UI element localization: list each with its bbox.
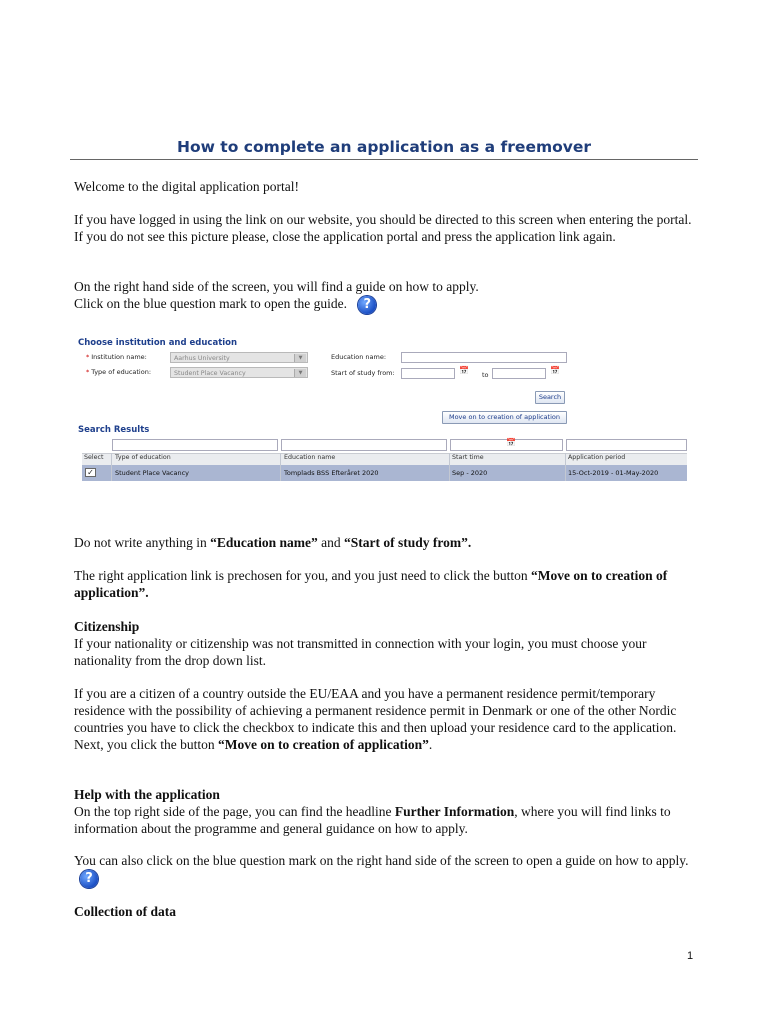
help-heading: Help with the application (74, 787, 220, 802)
row-start: Sep - 2020 (452, 469, 488, 477)
institution-label: * Institution name: (86, 353, 147, 361)
calendar-icon[interactable]: 📅 (550, 366, 560, 375)
start-study-label: Start of study from: (331, 369, 395, 377)
start-to-input[interactable] (492, 368, 546, 379)
page-number: 1 (687, 950, 694, 962)
education-type-label: * Type of education: (86, 368, 152, 376)
col-start: Start time (452, 454, 484, 461)
instruction-paragraph (74, 534, 699, 551)
guide-paragraph (74, 278, 699, 314)
p8-text-post: , where you will find links to information about the programme and general guidance on how to apply. (74, 804, 671, 836)
search-results-heading: Search Results (78, 425, 150, 435)
p5-text: The right application link is prechosen for you, and you just need to click the button (74, 568, 532, 583)
choose-heading: Choose institution and education (78, 338, 238, 348)
to-label: to (482, 371, 489, 379)
p4-bold-start: “Start of study from”. (344, 535, 472, 550)
col-type: Type of education (115, 454, 171, 461)
education-type-select[interactable] (170, 367, 308, 378)
prechosen-paragraph (74, 567, 699, 601)
education-type-value: Student Place Vacancy (174, 370, 246, 377)
column-divider (280, 453, 281, 481)
row-name: Tomplads BSS Efteråret 2020 (284, 469, 379, 477)
p4-bold-education: “Education name” (210, 535, 318, 550)
row-checkbox[interactable]: ✓ (85, 468, 96, 477)
col-select: Select (84, 454, 104, 461)
p8-bold: Further Information (394, 804, 515, 819)
start-from-input[interactable] (401, 368, 455, 379)
p4-text: Do not write anything in (74, 535, 211, 550)
help-section (74, 786, 699, 837)
row-period: 15-Oct-2019 - 01-May-2020 (568, 469, 659, 477)
education-name-label: Education name: (331, 353, 387, 361)
calendar-icon[interactable]: 📅 (459, 366, 469, 375)
institution-value: Aarhus University (174, 355, 230, 362)
help-paragraph (74, 803, 699, 837)
page-title: How to complete an application as a freemover (70, 138, 698, 160)
citizenship-heading: Citizenship (74, 619, 140, 634)
welcome-paragraph: Welcome to the digital application portal! (74, 179, 299, 194)
education-name-input[interactable] (401, 352, 567, 363)
p9-text: You can also click on the blue question mark on the right hand side of the screen to open a guide on how to apply. (74, 853, 689, 868)
login-paragraph: If you have logged in using the link on our website, you should be directed to this screen when entering the portal. If you do not see this picture please, close the application portal and press the application link again. (74, 212, 692, 244)
next-post: . (428, 737, 433, 752)
guide-line-2-text: Click on the blue question mark to open the guide. (74, 296, 347, 311)
citizenship-paragraph: If your nationality or citizenship was not transmitted in connection with your login, you must choose your nationality from the drop down list. (74, 636, 647, 668)
next-text: Next, you click the button (74, 737, 218, 752)
calendar-icon[interactable]: 📅 (506, 438, 516, 447)
portal-screenshot (76, 338, 688, 488)
education-type-label-text: Type of education: (91, 368, 152, 376)
help-question-icon[interactable]: ? (80, 870, 98, 888)
guide-line-1: On the right hand side of the screen, you will find a guide on how to apply. (74, 279, 479, 294)
row-type: Student Place Vacancy (115, 469, 190, 477)
filter-type-input[interactable] (112, 439, 278, 451)
col-period: Application period (568, 454, 626, 461)
next-bold: “Move on to creation of application” (217, 737, 429, 752)
move-on-button[interactable]: Move on to creation of application (442, 411, 567, 424)
filter-period-input[interactable] (566, 439, 687, 451)
p8-text: On the top right side of the page, you can find the headline (74, 804, 395, 819)
residence-text: If you are a citizen of a country outside the EU/EAA and you have a permanent residence permit/temporary residence with the possibility of achieving a permanent residence permit in Denmark or one of the other Nordic countries you have to click the checkbox to indicate this and then upload your residence card to the application. (74, 686, 677, 735)
collection-heading: Collection of data (74, 904, 176, 919)
chevron-down-icon: ▼ (294, 354, 306, 362)
collection-section (74, 903, 699, 920)
institution-label-text: Institution name: (91, 353, 147, 361)
next-line (74, 736, 699, 753)
column-divider (111, 453, 112, 481)
citizenship-section (74, 618, 699, 669)
help-question-icon[interactable]: ? (358, 296, 376, 314)
column-divider (449, 453, 450, 481)
col-name: Education name (284, 454, 336, 461)
search-button[interactable]: Search (535, 391, 565, 404)
p4-text-mid: and (317, 535, 344, 550)
chevron-down-icon: ▼ (294, 369, 306, 377)
guide-line-2 (74, 295, 699, 314)
residence-paragraph (74, 685, 699, 753)
p5-bold: “Move on to creation of application”. (74, 568, 668, 600)
question-mark-paragraph (74, 852, 699, 888)
filter-name-input[interactable] (281, 439, 447, 451)
column-divider (565, 453, 566, 481)
institution-select[interactable] (170, 352, 308, 363)
